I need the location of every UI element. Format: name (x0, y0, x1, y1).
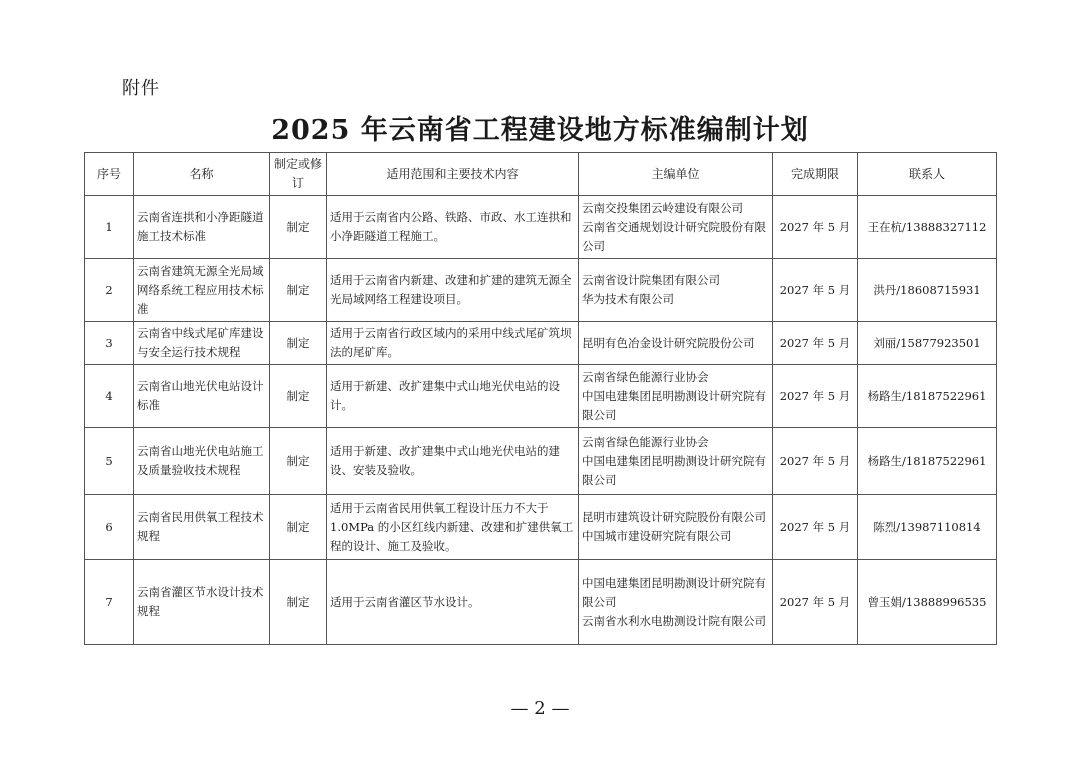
row-no: 3 (85, 322, 134, 365)
row-type: 制定 (270, 560, 327, 645)
row-deadline: 2027 年 5 月 (773, 259, 858, 322)
row-deadline: 2027 年 5 月 (773, 428, 858, 495)
row-deadline: 2027 年 5 月 (773, 365, 858, 428)
row-contact: 洪丹/18608715931 (858, 259, 997, 322)
table-row (85, 259, 997, 322)
row-name: 云南省山地光伏电站设计标准 (134, 365, 270, 428)
row-no: 7 (85, 560, 134, 645)
row-no: 6 (85, 495, 134, 560)
header-org: 主编单位 (579, 153, 773, 196)
row-scope: 适用于云南省行政区域内的采用中线式尾矿筑坝法的尾矿库。 (327, 322, 579, 365)
row-scope: 适用于云南省民用供氧工程设计压力不大于 1.0MPa 的小区红线内新建、改建和扩建供氧工程的设计、施工及验收。 (327, 495, 579, 560)
row-org: 昆明有色冶金设计研究院股份公司 (579, 322, 773, 365)
row-org: 云南交投集团云岭建设有限公司 云南省交通规划设计研究院股份有限公司 (579, 196, 773, 259)
row-contact: 刘丽/15877923501 (858, 322, 997, 365)
row-name: 云南省中线式尾矿库建设与安全运行技术规程 (134, 322, 270, 365)
row-contact: 杨路生/18187522961 (858, 428, 997, 495)
standards-plan-table (84, 152, 997, 645)
table-row (85, 495, 997, 560)
row-scope: 适用于云南省灌区节水设计。 (327, 560, 579, 645)
row-deadline: 2027 年 5 月 (773, 196, 858, 259)
table-row (85, 560, 997, 645)
row-org: 云南省绿色能源行业协会 中国电建集团昆明勘测设计研究院有限公司 (579, 365, 773, 428)
table-row (85, 365, 997, 428)
row-no: 1 (85, 196, 134, 259)
table-header-row (85, 153, 997, 196)
row-type: 制定 (270, 322, 327, 365)
row-scope: 适用于云南省内新建、改建和扩建的建筑无源全光局域网络工程建设项目。 (327, 259, 579, 322)
row-no: 2 (85, 259, 134, 322)
row-org: 中国电建集团昆明勘测设计研究院有限公司 云南省水利水电勘测设计院有限公司 (579, 560, 773, 645)
row-type: 制定 (270, 428, 327, 495)
row-contact: 陈烈/13987110814 (858, 495, 997, 560)
row-name: 云南省灌区节水设计技术规程 (134, 560, 270, 645)
attachment-label: 附件 (122, 78, 160, 99)
header-name: 名称 (134, 153, 270, 196)
row-contact: 曾玉娟/13888996535 (858, 560, 997, 645)
header-no: 序号 (85, 153, 134, 196)
row-org: 云南省绿色能源行业协会 中国电建集团昆明勘测设计研究院有限公司 (579, 428, 773, 495)
row-type: 制定 (270, 365, 327, 428)
row-name: 云南省建筑无源全光局域网络系统工程应用技术标准 (134, 259, 270, 322)
table-row (85, 428, 997, 495)
row-name: 云南省连拱和小净距隧道施工技术标准 (134, 196, 270, 259)
row-type: 制定 (270, 196, 327, 259)
page-number: — 2 — (510, 698, 570, 719)
row-name: 云南省山地光伏电站施工及质量验收技术规程 (134, 428, 270, 495)
header-scope: 适用范围和主要技术内容 (327, 153, 579, 196)
row-no: 4 (85, 365, 134, 428)
row-name: 云南省民用供氧工程技术规程 (134, 495, 270, 560)
document-title: 2025 年云南省工程建设地方标准编制计划 (271, 115, 809, 146)
header-deadline: 完成期限 (773, 153, 858, 196)
row-deadline: 2027 年 5 月 (773, 560, 858, 645)
row-type: 制定 (270, 495, 327, 560)
row-scope: 适用于云南省内公路、铁路、市政、水工连拱和小净距隧道工程施工。 (327, 196, 579, 259)
row-scope: 适用于新建、改扩建集中式山地光伏电站的建设、安装及验收。 (327, 428, 579, 495)
row-org: 昆明市建筑设计研究院股份有限公司 中国城市建设研究院有限公司 (579, 495, 773, 560)
row-no: 5 (85, 428, 134, 495)
row-scope: 适用于新建、改扩建集中式山地光伏电站的设计。 (327, 365, 579, 428)
row-contact: 杨路生/18187522961 (858, 365, 997, 428)
row-type: 制定 (270, 259, 327, 322)
row-deadline: 2027 年 5 月 (773, 495, 858, 560)
table-row (85, 196, 997, 259)
header-contact: 联系人 (858, 153, 997, 196)
row-org: 云南省设计院集团有限公司 华为技术有限公司 (579, 259, 773, 322)
row-deadline: 2027 年 5 月 (773, 322, 858, 365)
table-row (85, 322, 997, 365)
header-type: 制定或修订 (270, 153, 327, 196)
row-contact: 王在杭/13888327112 (858, 196, 997, 259)
